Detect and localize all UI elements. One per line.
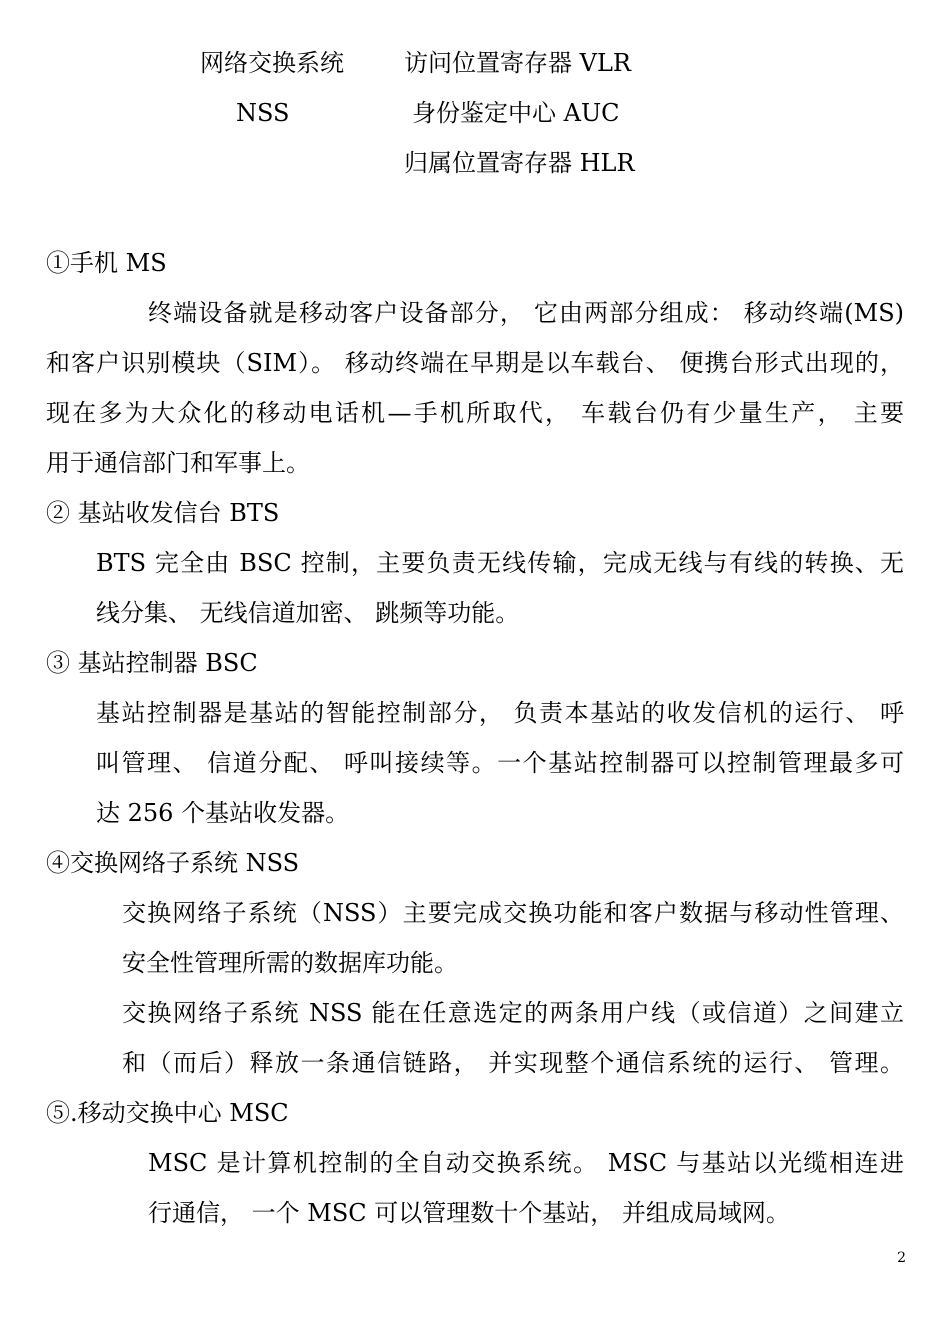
section-bsc-line: 基站控制器是基站的智能控制部分， 负责本基站的收发信机的运行、 呼 [96, 699, 904, 727]
header-nss-abbr: NSS [236, 99, 290, 127]
section-bts-line: 线分集、 无线信道加密、 跳频等功能。 [96, 599, 520, 627]
section-nss-heading: ④交换网络子系统 NSS [46, 849, 300, 877]
section-bts-heading: ② 基站收发信台 BTS [46, 499, 280, 527]
header-vlr-label: 访问位置寄存器 VLR [404, 49, 631, 77]
section-ms-line: 和客户识别模块（SIM）。 移动终端在早期是以车载台、 便携台形式出现的， [46, 349, 904, 377]
header-hlr-label: 归属位置寄存器 HLR [404, 149, 635, 177]
section-msc-line: 行通信， 一个 MSC 可以管理数十个基站， 并组成局域网。 [148, 1199, 790, 1227]
header-nss-label: 网络交换系统 [200, 49, 344, 77]
header-auc-label: 身份鉴定中心 AUC [412, 99, 620, 127]
section-nss-line: 交换网络子系统 NSS 能在任意选定的两条用户线（或信道）之间建立 [122, 999, 904, 1027]
section-ms-line: 用于通信部门和军事上。 [46, 449, 310, 477]
section-bsc-line: 叫管理、 信道分配、 呼叫接续等。一个基站控制器可以控制管理最多可 [96, 749, 904, 777]
section-nss-line: 交换网络子系统（NSS）主要完成交换功能和客户数据与移动性管理、 [122, 899, 904, 927]
section-msc-line: MSC 是计算机控制的全自动交换系统。 MSC 与基站以光缆相连进 [148, 1149, 904, 1177]
section-msc-heading: ⑤.移动交换中心 MSC [46, 1099, 289, 1127]
section-nss-line: 安全性管理所需的数据库功能。 [122, 949, 458, 977]
section-bts-line: BTS 完全由 BSC 控制，主要负责无线传输，完成无线与有线的转换、无 [96, 549, 904, 577]
section-nss-line: 和（而后）释放一条通信链路， 并实现整个通信系统的运行、 管理。 [122, 1049, 904, 1077]
section-ms-heading: ①手机 MS [46, 249, 167, 277]
section-bsc-line: 达 256 个基站收发器。 [96, 799, 350, 827]
section-ms-line: 现在多为大众化的移动电话机—手机所取代， 车载台仍有少量生产， 主要 [46, 399, 904, 427]
section-bsc-heading: ③ 基站控制器 BSC [46, 649, 258, 677]
page-number: 2 [897, 1250, 906, 1266]
section-ms-line: 终端设备就是移动客户设备部分， 它由两部分组成： 移动终端(MS) [148, 299, 904, 327]
